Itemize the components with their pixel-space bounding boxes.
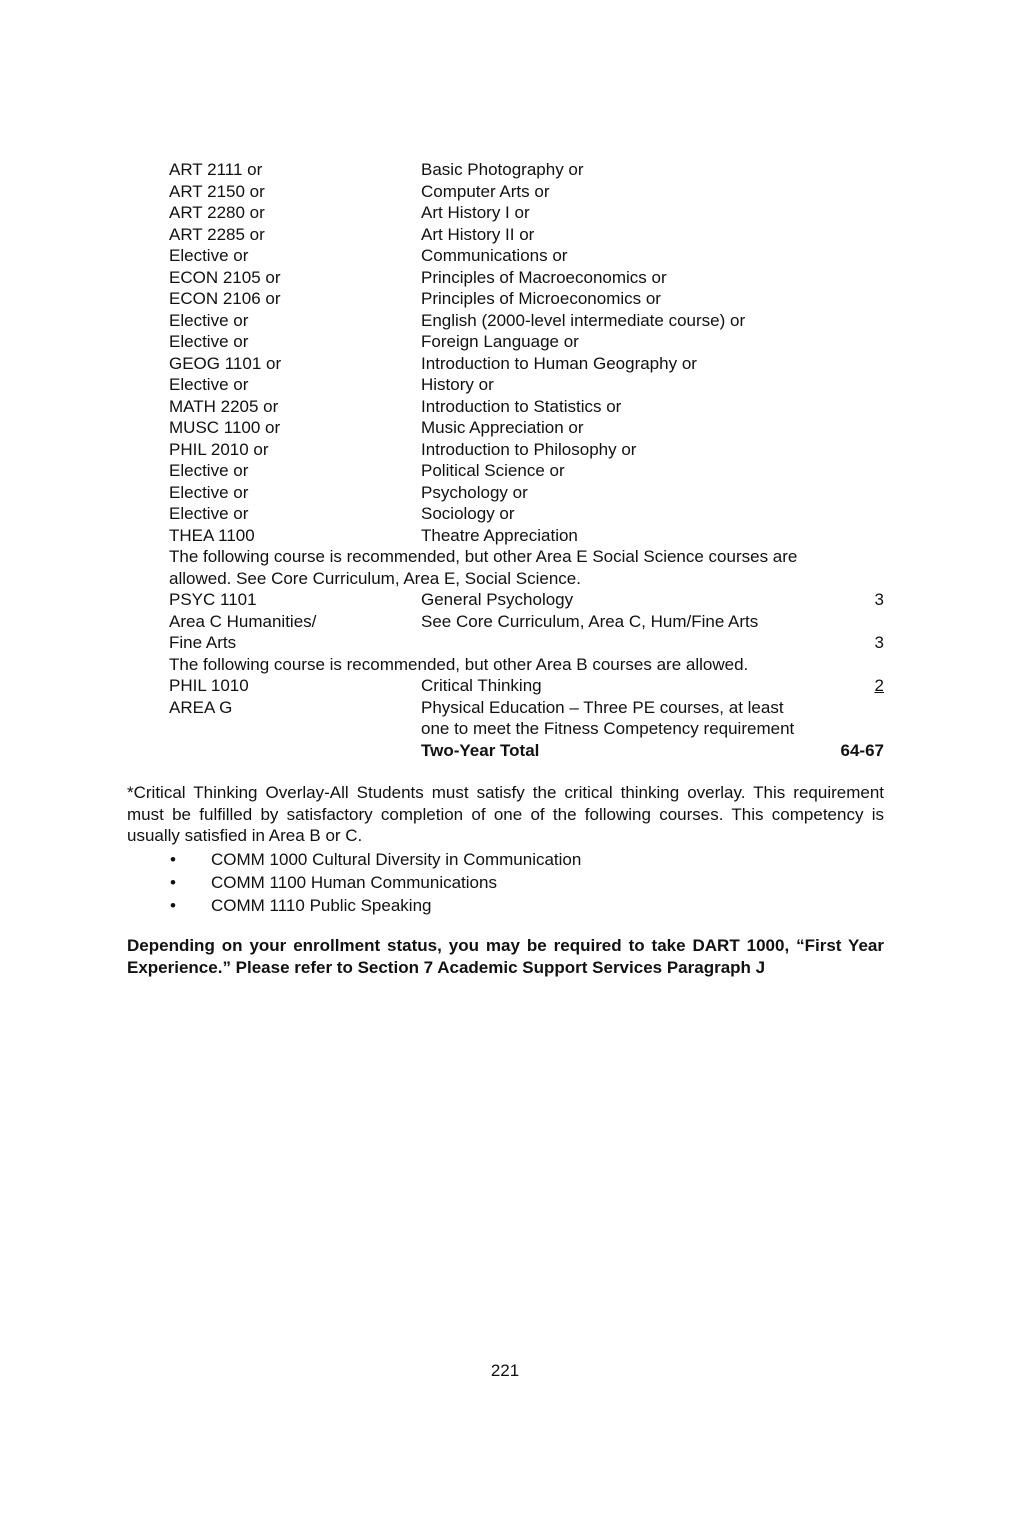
course-code: ECON 2106 or bbox=[169, 289, 281, 308]
course-code: Elective or bbox=[169, 461, 249, 480]
total-value: 64-67 bbox=[840, 741, 884, 760]
bullet-icon: • bbox=[170, 850, 176, 869]
course-row bbox=[0, 611, 1010, 633]
course-title: Physical Education – Three PE courses, at least bbox=[421, 698, 784, 717]
page-number: 221 bbox=[490, 1361, 520, 1380]
course-code: ART 2111 or bbox=[169, 160, 263, 179]
course-code: MATH 2205 or bbox=[169, 397, 279, 416]
recommendation-text: The following course is recommended, but other Area B courses are allowed. bbox=[169, 655, 749, 674]
course-row bbox=[0, 396, 1010, 418]
course-row bbox=[0, 589, 1010, 611]
course-row bbox=[0, 353, 1010, 375]
course-code: Fine Arts bbox=[169, 633, 237, 652]
course-code: ART 2150 or bbox=[169, 182, 265, 201]
course-title: Introduction to Philosophy or bbox=[421, 440, 637, 459]
course-code: MUSC 1100 or bbox=[169, 418, 281, 437]
course-code: ART 2285 or bbox=[169, 225, 265, 244]
course-code: PSYC 1101 bbox=[169, 590, 257, 609]
course-row bbox=[0, 224, 1010, 246]
course-row bbox=[0, 310, 1010, 332]
course-code: ART 2280 or bbox=[169, 203, 265, 222]
list-item-text: COMM 1100 Human Communications bbox=[211, 873, 497, 892]
course-title: Critical Thinking bbox=[421, 676, 542, 695]
course-code: Elective or bbox=[169, 375, 249, 394]
course-code: Elective or bbox=[169, 311, 249, 330]
course-code: Elective or bbox=[169, 332, 249, 351]
recommendation-text: The following course is recommended, but other Area E Social Science courses are bbox=[169, 547, 798, 566]
course-title: Psychology or bbox=[421, 483, 528, 502]
course-row bbox=[0, 288, 1010, 310]
course-code: THEA 1100 bbox=[169, 526, 255, 545]
course-title: Principles of Macroeconomics or bbox=[421, 268, 667, 287]
bullet-icon: • bbox=[170, 873, 176, 892]
course-title: English (2000-level intermediate course) or bbox=[421, 311, 746, 330]
recommendation-line bbox=[0, 568, 1010, 590]
course-title: Music Appreciation or bbox=[421, 418, 584, 437]
enrollment-warning: Depending on your enrollment status, you may be required to take DART 1000, “First Year Experience.” Please refer to Section 7 Academic Support Services Paragraph J bbox=[127, 936, 884, 977]
course-title: History or bbox=[421, 375, 494, 394]
course-code: Elective or bbox=[169, 246, 249, 265]
course-title: one to meet the Fitness Competency requirement bbox=[421, 719, 795, 738]
course-row bbox=[0, 181, 1010, 203]
course-code: Elective or bbox=[169, 483, 249, 502]
course-row bbox=[0, 503, 1010, 525]
recommendation-line bbox=[0, 654, 1010, 676]
course-title: Basic Photography or bbox=[421, 160, 584, 179]
course-row bbox=[0, 267, 1010, 289]
recommendation-line bbox=[0, 546, 1010, 568]
course-title: General Psychology bbox=[421, 590, 574, 609]
course-row bbox=[0, 482, 1010, 504]
course-title: See Core Curriculum, Area C, Hum/Fine Arts bbox=[421, 612, 759, 631]
course-title: Introduction to Statistics or bbox=[421, 397, 622, 416]
recommendation-text: allowed. See Core Curriculum, Area E, Social Science. bbox=[169, 569, 581, 588]
course-row bbox=[0, 460, 1010, 482]
critical-thinking-note: *Critical Thinking Overlay-All Students must satisfy the critical thinking overlay. This requirement must be fulfilled by satisfactory completion of one of the following courses. This competency is usually satisfied in Area B or C. bbox=[127, 783, 884, 846]
course-row bbox=[0, 439, 1010, 461]
course-row bbox=[0, 417, 1010, 439]
course-row bbox=[0, 525, 1010, 547]
list-item-text: COMM 1000 Cultural Diversity in Communication bbox=[211, 850, 582, 869]
course-code: GEOG 1101 or bbox=[169, 354, 282, 373]
credit-hours: 2 bbox=[874, 676, 884, 695]
course-row bbox=[0, 718, 1010, 740]
total-row bbox=[0, 740, 1010, 762]
course-title: Art History I or bbox=[421, 203, 530, 222]
bullet-icon: • bbox=[170, 896, 176, 915]
course-title: Principles of Microeconomics or bbox=[421, 289, 661, 308]
course-title: Foreign Language or bbox=[421, 332, 579, 351]
course-row bbox=[0, 697, 1010, 719]
course-row bbox=[0, 632, 1010, 654]
course-title: Art History II or bbox=[421, 225, 535, 244]
course-code: Elective or bbox=[169, 504, 249, 523]
total-label: Two-Year Total bbox=[421, 741, 540, 760]
course-title: Introduction to Human Geography or bbox=[421, 354, 697, 373]
course-row bbox=[0, 202, 1010, 224]
course-row bbox=[0, 331, 1010, 353]
credit-hours: 3 bbox=[874, 633, 884, 652]
course-title: Computer Arts or bbox=[421, 182, 550, 201]
course-row bbox=[0, 675, 1010, 697]
course-row bbox=[0, 374, 1010, 396]
course-title: Communications or bbox=[421, 246, 568, 265]
course-row bbox=[0, 159, 1010, 181]
list-item-text: COMM 1110 Public Speaking bbox=[211, 896, 432, 915]
course-code: ECON 2105 or bbox=[169, 268, 281, 287]
course-title: Theatre Appreciation bbox=[421, 526, 578, 545]
course-code: PHIL 1010 bbox=[169, 676, 249, 695]
course-title: Sociology or bbox=[421, 504, 515, 523]
course-title: Political Science or bbox=[421, 461, 565, 480]
course-code: PHIL 2010 or bbox=[169, 440, 269, 459]
credit-hours: 3 bbox=[874, 590, 884, 609]
course-code: Area C Humanities/ bbox=[169, 612, 317, 631]
course-row bbox=[0, 245, 1010, 267]
course-code: AREA G bbox=[169, 698, 233, 717]
